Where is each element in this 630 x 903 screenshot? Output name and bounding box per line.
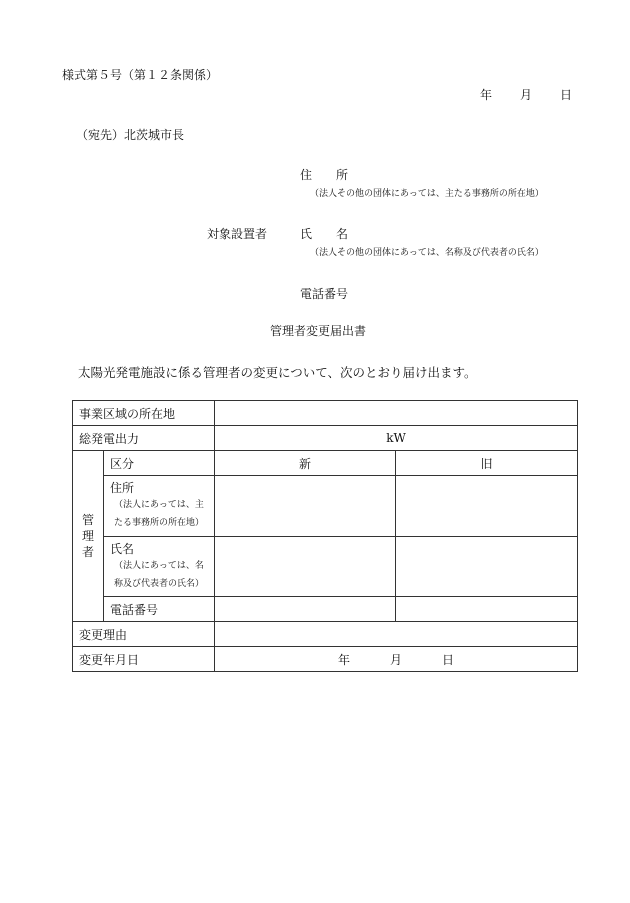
submission-date	[480, 86, 572, 103]
change-date-month: 月	[390, 652, 403, 667]
old-phone-field[interactable]	[396, 597, 578, 622]
new-address-field[interactable]	[215, 476, 396, 537]
location-label: 事業区域の所在地	[73, 401, 215, 426]
date-year-label: 年	[480, 88, 493, 102]
output-row	[73, 426, 578, 451]
name-label-char-2: 名	[336, 227, 349, 241]
manager-label-char-2: 理	[81, 529, 94, 543]
reason-row	[73, 622, 578, 647]
manager-address-row	[73, 476, 578, 537]
manager-address-label: 住所	[110, 481, 135, 495]
location-row	[73, 401, 578, 426]
output-field[interactable]	[215, 426, 578, 451]
intro-text: 太陽光発電施設に係る管理者の変更について、次のとおり届け出ます。	[78, 365, 477, 380]
change-form-table	[72, 400, 578, 672]
new-name-field[interactable]	[215, 537, 396, 597]
change-date-label: 変更年月日	[73, 647, 215, 672]
output-unit: kW	[386, 431, 406, 445]
change-date-field[interactable]	[215, 647, 578, 672]
address-label-char-2: 所	[336, 168, 349, 182]
change-date-row	[73, 647, 578, 672]
location-field[interactable]	[215, 401, 578, 426]
manager-name-label-cell	[104, 537, 215, 597]
new-phone-field[interactable]	[215, 597, 396, 622]
applicant-address-label	[300, 166, 348, 183]
change-date-year: 年	[337, 652, 350, 667]
manager-name-row	[73, 537, 578, 597]
name-label-char-1: 氏	[300, 227, 313, 241]
old-header: 旧	[396, 451, 578, 476]
old-address-field[interactable]	[396, 476, 578, 537]
applicant-phone-label: 電話番号	[300, 287, 349, 301]
manager-address-label-cell	[104, 476, 215, 537]
manager-name-note: （法人にあっては、名称及び代表者の氏名）	[114, 560, 205, 589]
form-number: 様式第５号（第１２条関係）	[62, 68, 219, 82]
date-month-label: 月	[520, 88, 533, 102]
manager-phone-label: 電話番号	[104, 597, 215, 622]
manager-phone-row	[73, 597, 578, 622]
reason-field[interactable]	[215, 622, 578, 647]
applicant-name-note: （法人その他の団体にあっては、名称及び代表者の氏名）	[310, 248, 544, 258]
reason-label: 変更理由	[73, 622, 215, 647]
addressee: （宛先）北茨城市長	[76, 128, 185, 142]
manager-name-label: 氏名	[110, 541, 135, 556]
manager-label-char-3: 者	[81, 545, 94, 559]
date-day-label: 日	[560, 88, 573, 102]
new-header: 新	[215, 451, 396, 476]
change-date-day: 日	[442, 652, 455, 667]
output-label: 総発電出力	[73, 426, 215, 451]
division-label: 区分	[104, 451, 215, 476]
manager-label	[73, 451, 104, 622]
manager-address-note: （法人にあっては、主たる事務所の所在地）	[114, 500, 205, 528]
address-label-char-1: 住	[300, 168, 313, 182]
applicant-role-label: 対象設置者	[207, 227, 268, 241]
applicant-name-label	[300, 225, 348, 242]
division-row	[73, 451, 578, 476]
old-name-field[interactable]	[396, 537, 578, 597]
document-title: 管理者変更届出書	[270, 324, 367, 338]
applicant-address-note: （法人その他の団体にあっては、主たる事務所の所在地）	[310, 189, 544, 199]
manager-label-char-1: 管	[81, 513, 94, 527]
